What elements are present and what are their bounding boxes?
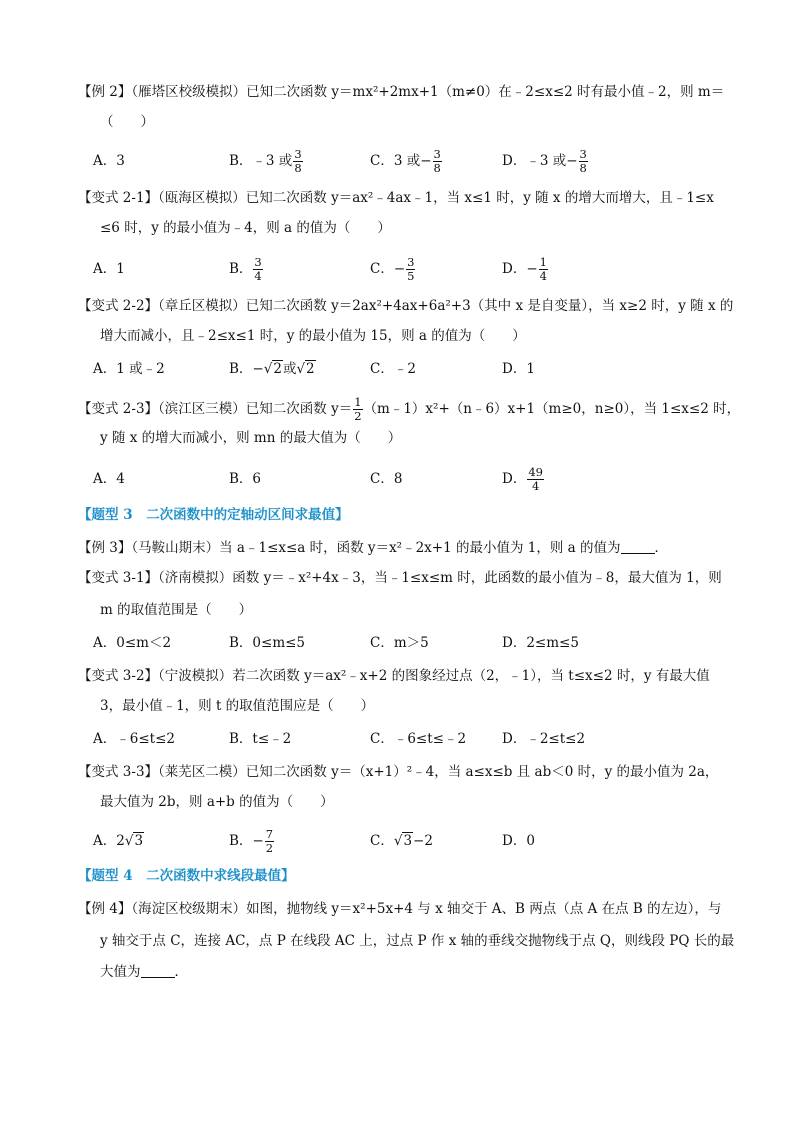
v21-option-c: C．− $\frac{3}{5}$: [370, 255, 415, 283]
v21-option-b: B． $\frac{3}{4}$: [229, 255, 262, 283]
v23-half-fraction: $\frac{1}{2}$: [354, 395, 362, 423]
v32-option-d: D．﹣2≤t≤2: [502, 731, 586, 747]
v22-stem-line2: 增大而减小，且﹣2≤x≤1 时，y 的最小值为 15，则 a 的值为（ ）: [100, 328, 526, 344]
ex3-tag: 【例 3】: [78, 540, 132, 556]
v31-tag: 【变式 3-1】: [78, 570, 159, 586]
v21-option-d: D．− $\frac{1}{4}$: [502, 255, 547, 283]
v22-options: [93, 354, 713, 384]
ex3-source: （马鞍山期末）: [131, 540, 220, 556]
v23-option-a: A．4: [93, 471, 125, 487]
ex2-option-a: A．3: [93, 153, 125, 169]
v23-option-b: B．6: [229, 471, 262, 487]
ex3-stem: 【例 3】（马鞍山期末）当 a﹣1≤x≤a 时，函数 y＝x²﹣2x+1 的最小值为 1，则 a 的值为 ．: [78, 540, 668, 556]
v33-option-b: B．− $\frac{7}{2}$: [229, 827, 274, 855]
v23-options: [93, 464, 713, 494]
v32-option-b: B．t≤﹣2: [229, 731, 292, 747]
v32-option-a: A．﹣6≤t≤2: [93, 731, 175, 747]
v21-tag: 【变式 2-1】: [78, 190, 159, 206]
v33-option-c: C．√3−2: [370, 833, 433, 849]
v33-options: [93, 826, 713, 856]
ex2-stem: 已知二次函数 y＝mx²+2mx+1（m≠0）在﹣2≤x≤2 时有最小值﹣2，则 m＝: [246, 84, 725, 100]
v23-source: （滨江区三模）: [158, 401, 246, 417]
v32-stem-line1: [78, 666, 718, 686]
v31-stem-line1: [78, 568, 722, 588]
v31-source: （济南模拟）: [158, 570, 233, 586]
v22-option-d: D．1: [502, 361, 535, 377]
v31-option-b: B．0≤m≤5: [229, 635, 306, 651]
v33-tag: 【变式 3-3】: [78, 764, 159, 780]
v33-stem-line2: 最大值为 2b，则 a+b 的值为（ ）: [100, 794, 334, 810]
ex3-answer-blank[interactable]: [621, 539, 655, 554]
ex2-stem-line2: [100, 112, 740, 132]
ex2-options: [93, 146, 713, 176]
ex2-tag: 【例 2】: [78, 84, 132, 100]
v33-stem-line1: [78, 762, 718, 782]
v21-stem: 已知二次函数 y＝ax²﹣4ax﹣1，当 x≤1 时，y 随 x 的增大而增大，且﹣1≤x: [245, 190, 714, 206]
v23-option-c: C．8: [370, 471, 403, 487]
ex2-option-c: C．3 或− $\frac{3}{8}$: [370, 147, 441, 175]
v22-option-b: B．−√2或√2: [229, 361, 315, 377]
v31-option-c: C．m＞5: [370, 635, 429, 651]
v31-option-a: A．0≤m＜2: [93, 635, 172, 651]
ex4-source: （海淀区校级期末）: [131, 901, 247, 917]
v22-stem: 已知二次函数 y＝2ax²+4ax+6a²+3（其中 x 是自变量），当 x≥2 时，y 随 x 的: [245, 298, 734, 314]
v32-tag: 【变式 3-2】: [78, 668, 159, 684]
v32-option-c: C．﹣6≤t≤﹣2: [370, 731, 467, 747]
v22-option-a: A．1 或﹣2: [93, 361, 165, 377]
v23-stem-line2: y 随 x 的增大而减小，则 mn 的最大值为（ ）: [100, 430, 402, 446]
v33-stem: 已知二次函数 y＝（x+1）²﹣4，当 a≤x≤b 且 ab＜0 时，y 的最小值为 2a，: [245, 764, 719, 780]
v23-option-d: D． $\frac{49}{4}$: [502, 465, 543, 493]
ex2-answer-bracket: （ ）: [100, 114, 154, 130]
v32-options: [93, 724, 713, 754]
v22-option-c: C．﹣2: [370, 361, 416, 377]
ex4-stem-line3: 大值为 ．: [100, 964, 188, 980]
v33-source: （莱芜区二模）: [158, 764, 246, 780]
v31-option-d: D．2≤m≤5: [502, 635, 579, 651]
v33-option-a: A．2√3: [93, 833, 144, 849]
v32-stem-line2: 3，最小值﹣1，则 t 的取值范围应是（ ）: [100, 698, 375, 714]
v21-option-a: A．1: [93, 261, 125, 277]
v21-source: （瓯海区模拟）: [158, 190, 246, 206]
ex4-stem: 如图，抛物线 y＝x²+5x+4 与 x 轴交于 A、B 两点（点 A 在点 B 的左边），与: [246, 901, 722, 917]
v31-options: [93, 628, 713, 658]
v23-stem-line1: 【变式 2-3】（滨江区三模）已知二次函数 y＝ $\frac{1}{2}$ （m﹣1）x²+（n﹣6）x+1（m≥0，n≥0），当 1≤x≤2 时，: [78, 395, 741, 423]
v21-options: [93, 254, 713, 284]
ex2-option-d: D．﹣3 或− $\frac{3}{8}$: [502, 147, 587, 175]
v21-stem-line1: [78, 188, 718, 208]
v23-tag: 【变式 2-3】: [78, 401, 159, 417]
v22-tag: 【变式 2-2】: [78, 298, 159, 314]
v22-source: （章丘区模拟）: [158, 298, 246, 314]
ex2-stem-line1: [78, 82, 725, 102]
ex2-option-b: B．﹣3 或 $\frac{3}{8}$: [229, 147, 302, 175]
section-heading-3: 【题型 3 二次函数中的定轴动区间求最值】: [78, 507, 349, 523]
v21-stem-line2: ≤6 时，y 的最小值为﹣4，则 a 的值为（ ）: [100, 220, 391, 236]
v32-stem: 若二次函数 y＝ax²﹣x+2 的图象经过点（2，﹣1），当 t≤x≤2 时，y 有最大值: [232, 668, 710, 684]
v22-stem-line1: [78, 296, 734, 316]
ex4-stem-line1: [78, 899, 722, 919]
v31-stem-line2: m 的取值范围是（ ）: [100, 602, 253, 618]
section-heading-4: 【题型 4 二次函数中求线段最值】: [78, 868, 295, 884]
v33-option-d: D．0: [502, 833, 535, 849]
v31-stem: 函数 y＝﹣x²+4x﹣3，当﹣1≤x≤m 时，此函数的最小值为﹣8，最大值为 1，则: [232, 570, 722, 586]
v32-source: （宁波模拟）: [158, 668, 233, 684]
ex4-answer-blank[interactable]: [141, 963, 175, 978]
ex4-tag: 【例 4】: [78, 901, 132, 917]
ex4-stem-line2: y 轴交于点 C，连接 AC，点 P 在线段 AC 上，过点 P 作 x 轴的垂线交抛物线于点 Q，则线段 PQ 长的最: [100, 933, 735, 949]
ex2-source: （雁塔区校级模拟）: [131, 84, 247, 100]
